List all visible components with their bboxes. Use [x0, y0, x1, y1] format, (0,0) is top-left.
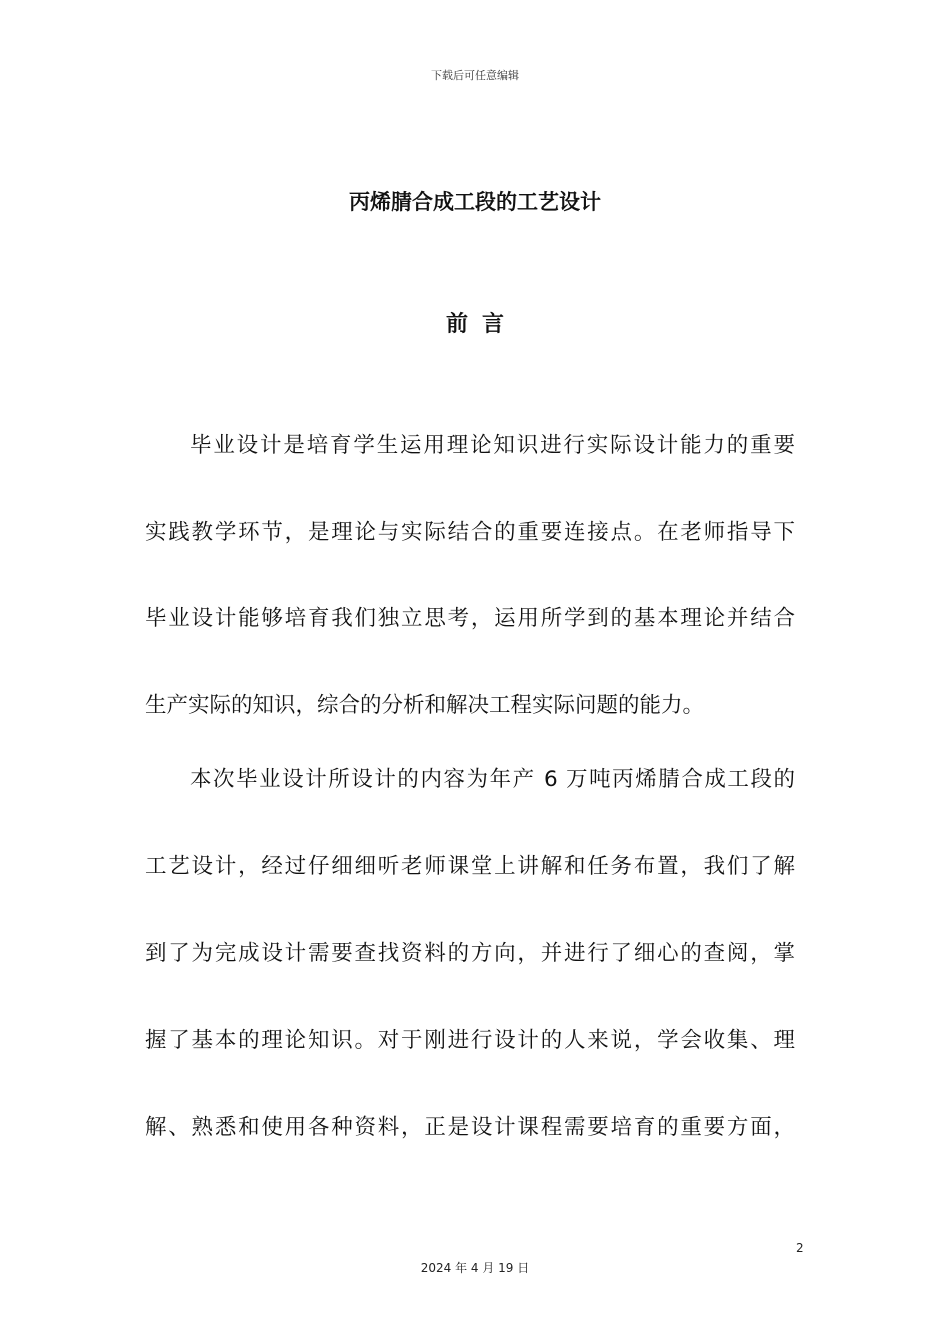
paragraph-line: 毕业设计是培育学生运用理论知识进行实际设计能力的重要	[190, 433, 795, 458]
paragraph-line: 生产实际的知识，综合的分析和解决工程实际问题的能力。	[145, 693, 705, 718]
paragraph-line: 解、熟悉和使用各种资料，正是设计课程需要培育的重要方面，	[145, 1115, 795, 1140]
paragraph-line: 实践教学环节，是理论与实际结合的重要连接点。在老师指导下	[145, 520, 795, 545]
paragraph-line: 本次毕业设计所设计的内容为年产 6 万吨丙烯腈合成工段的	[190, 767, 795, 792]
page-number: 2	[796, 1241, 804, 1255]
footer-date: 2024 年 4 月 19 日	[420, 1261, 530, 1275]
document-title: 丙烯腈合成工段的工艺设计	[349, 190, 601, 214]
section-heading: 前言	[445, 312, 518, 337]
paragraph-line: 到了为完成设计需要查找资料的方向，并进行了细心的查阅，掌	[145, 941, 795, 966]
paragraph-line: 工艺设计，经过仔细细听老师课堂上讲解和任务布置，我们了解	[145, 854, 795, 879]
paragraph-line: 握了基本的理论知识。对于刚进行设计的人来说，学会收集、理	[145, 1028, 795, 1053]
header-note: 下载后可任意编辑	[431, 69, 519, 82]
paragraph-line: 毕业设计能够培育我们独立思考，运用所学到的基本理论并结合	[145, 606, 795, 631]
